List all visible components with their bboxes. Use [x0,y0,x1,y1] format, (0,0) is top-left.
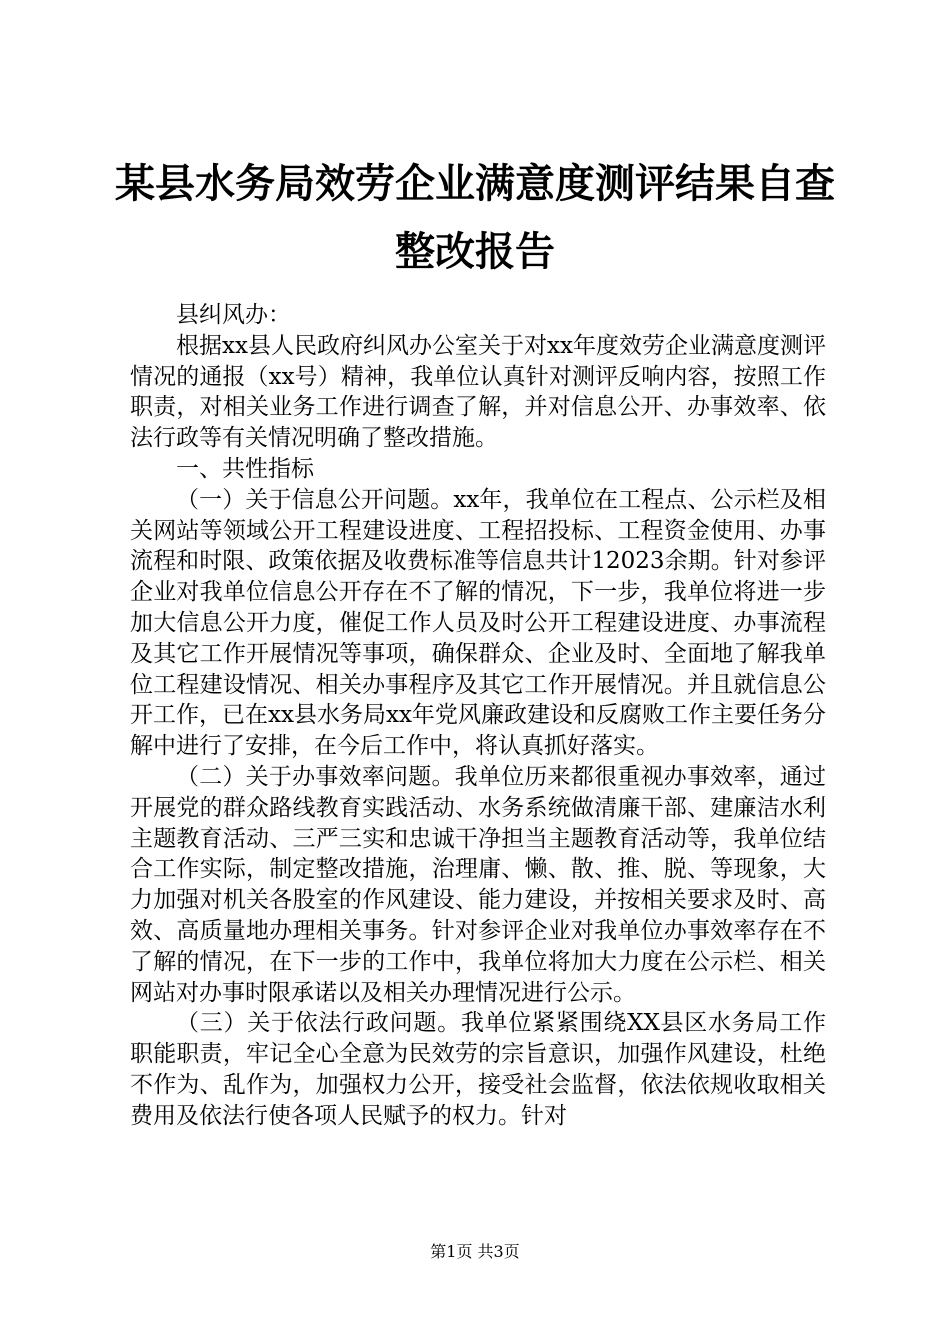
page-number-footer: 第1页 共3页 [430,1242,520,1261]
paragraph-intro: 根据xx县人民政府纠风办公室关于对xx年度效劳企业满意度测评情况的通报（xx号）精神，我单位认真针对测评反响内容，按照工作职责，对相关业务工作进行调查了解，并对信息公开、办事效率、依法行政等有关情况明确了整改措施。 [130,332,826,452]
document-title: 某县水务局效劳企业满意度测评结果自查整改报告 [115,160,835,275]
paragraph-work-efficiency: （二）关于办事效率问题。我单位历来都很重视办事效率，通过开展党的群众路线教育实践活动、水务系统做清廉干部、建廉洁水利主题教育活动、三严三实和忠诚干净担当主题教育活动等，我单位结合工作实际，制定整改措施，治理庸、懒、散、推、脱、等现象，大力加强对机关各股室的作风建设、能力建设，并按相关要求及时、高效、高质量地办理相关事务。针对参评企业对我单位办事效率存在不了解的情况，在下一步的工作中，我单位将加大力度在公示栏、相关网站对办事时限承诺以及相关办理情况进行公示。 [130,763,826,1006]
paragraph-lawful-administration: （三）关于依法行政问题。我单位紧紧围绕XX县区水务局工作职能职责，牢记全心全意为民效劳的宗旨意识，加强作风建设，杜绝不作为、乱作为，加强权力公开，接受社会监督，依法依规收取相关费用及依法行使各项人民赋予的权力。针对 [130,1010,826,1129]
paragraph-information-disclosure: （一）关于信息公开问题。xx年，我单位在工程点、公示栏及相关网站等领域公开工程建设进度、工程招投标、工程资金使用、办事流程和时限、政策依据及收费标准等信息共计12023余期。针对参评企业对我单位信息公开存在不了解的情况，下一步，我单位将进一步加大信息公开力度，催促工作人员及时公开工程建设进度、办事流程及其它工作开展情况等事项，确保群众、企业及时、全面地了解我单位工程建设情况、相关办事程序及其它工作开展情况。并且就信息公开工作，已在xx县水务局xx年党风廉政建设和反腐败工作主要任务分解中进行了安排，在今后工作中，将认真抓好落实。 [130,486,826,760]
salutation: 县纠风办： [176,302,291,328]
section-heading-common-indicators: 一、共性指标 [176,455,314,482]
document-body [130,300,826,1132]
